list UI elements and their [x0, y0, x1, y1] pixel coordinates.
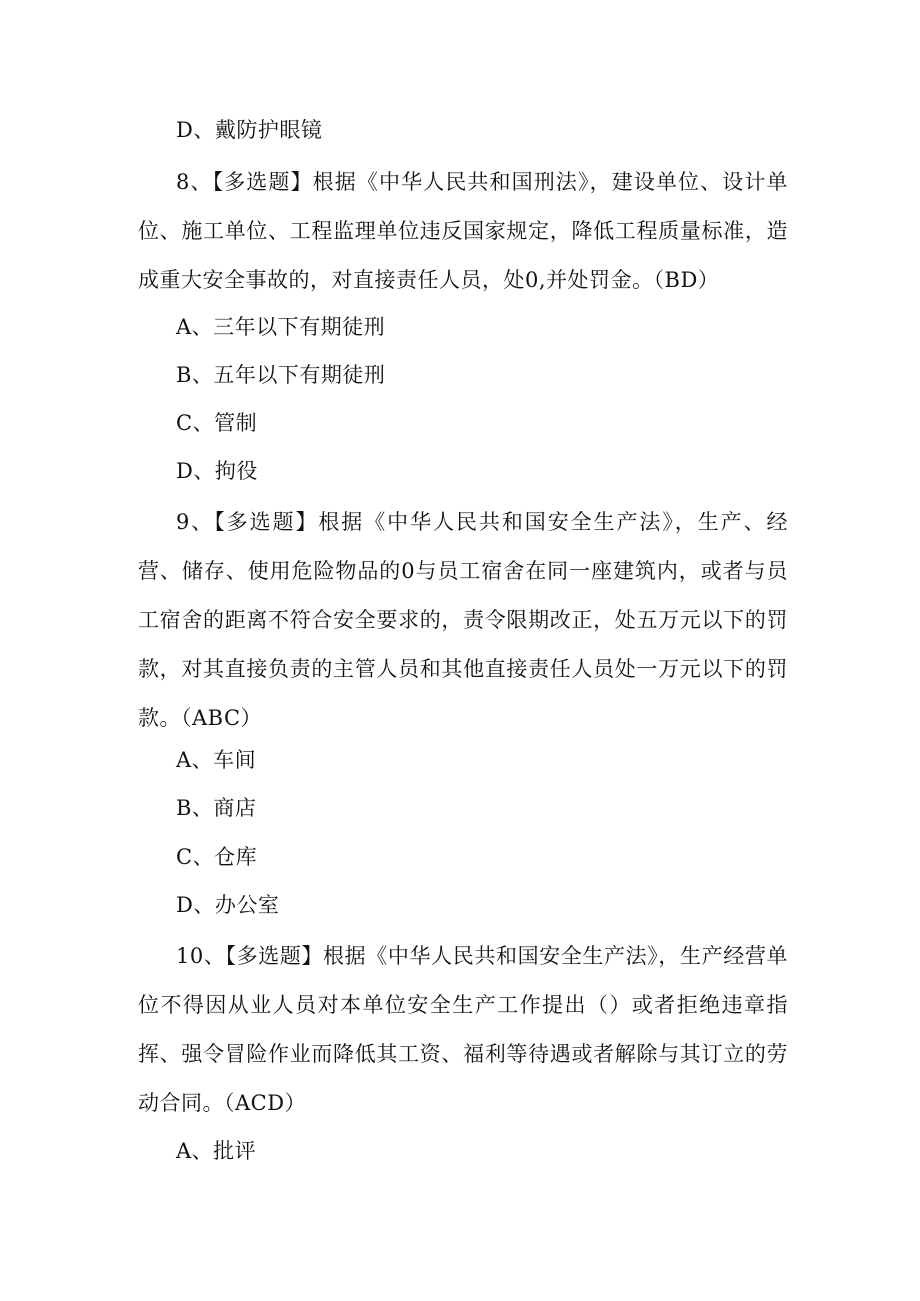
option-q8-a: A、三年以下有期徒刑 — [176, 315, 386, 339]
option-q8-b: B、五年以下有期徒刑 — [176, 363, 386, 387]
option-q9-c: C、仓库 — [176, 845, 258, 869]
option-q9-b: B、商店 — [176, 796, 257, 820]
question-8: 8、【多选题】根据《中华人民共和国刑法》，建设单位、设计单位、施工单位、工程监理单位违反国家规定，降低工程质量标准，造成重大安全事故的，对直接责任人员，处0,并处罚金。（BD） — [138, 170, 788, 292]
option-q10-a: A、批评 — [176, 1139, 257, 1163]
option-q8-c: C、管制 — [176, 411, 258, 435]
question-9: 9、【多选题】根据《中华人民共和国安全生产法》，生产、经营、储存、使用危险物品的0与员工宿舍在同一座建筑内，或者与员工宿舍的距离不符合安全要求的，责令限期改正，处五万元以下的罚款，对其直接负责的主管人员和其他直接责任人员处一万元以下的罚款。（ABC） — [138, 510, 788, 730]
option-q9-a: A、车间 — [176, 748, 257, 772]
question-10: 10、【多选题】根据《中华人民共和国安全生产法》，生产经营单位不得因从业人员对本单位安全生产工作提出（）或者拒绝违章指挥、强令冒险作业而降低其工资、福利等待遇或者解除与其订立的劳动合同。（ACD） — [138, 944, 788, 1115]
option-q7-d: D、戴防护眼镜 — [176, 118, 323, 142]
option-q9-d: D、办公室 — [176, 893, 280, 917]
option-q8-d: D、拘役 — [176, 459, 258, 483]
